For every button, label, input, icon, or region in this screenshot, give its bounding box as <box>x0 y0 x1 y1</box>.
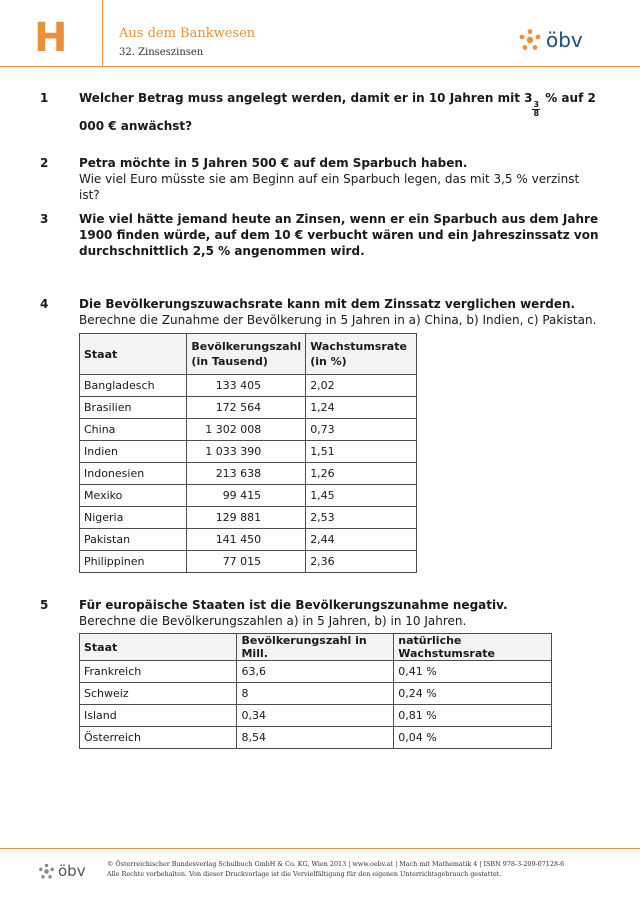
table-row <box>80 507 417 529</box>
table-row <box>80 375 417 397</box>
chapter-letter: H <box>34 15 68 61</box>
publisher-name: öbv <box>546 28 583 52</box>
cell-population: 77 015 <box>187 551 306 573</box>
task-instruction: Wie viel Euro müsste sie am Beginn auf ein Sparbuch legen, das mit 3,5 % verzinst ist? <box>79 172 580 202</box>
table-row <box>80 727 552 749</box>
task-question: Petra möchte in 5 Jahren 500 € auf dem Sparbuch haben. <box>79 156 468 170</box>
column-header: Staat <box>80 334 187 375</box>
cell-rate: 0,73 <box>306 419 417 441</box>
cell-country: China <box>80 419 187 441</box>
cell-population: 1 302 008 <box>187 419 306 441</box>
cell-population: 99 415 <box>187 485 306 507</box>
cell-population: 133 405 <box>187 375 306 397</box>
cell-country: Island <box>80 705 237 727</box>
column-header: Bevölkerungszahl (in Tausend) <box>187 334 306 375</box>
table-row <box>80 551 417 573</box>
footer-publisher-name: öbv <box>58 862 86 880</box>
task-number: 4 <box>40 297 49 311</box>
cell-country: Pakistan <box>80 529 187 551</box>
table-row <box>80 485 417 507</box>
cell-rate: 2,53 <box>306 507 417 529</box>
cell-country: Indonesien <box>80 463 187 485</box>
task-number: 3 <box>40 212 49 226</box>
table-row <box>80 661 552 683</box>
table-header-row <box>80 634 552 661</box>
table-row <box>80 397 417 419</box>
cell-country: Österreich <box>80 727 237 749</box>
cell-country: Indien <box>80 441 187 463</box>
fraction-numerator: 3 <box>533 100 540 109</box>
copyright-line: © Österreichischer Bundesverlag Schulbuch GmbH & Co. KG, Wien 2013 | www.oebv.at | Mach mit Mathematik 4 | ISBN 978-3-209-07128-6 <box>107 860 565 868</box>
cell-rate: 0,24 % <box>394 683 552 705</box>
cell-rate: 0,41 % <box>394 661 552 683</box>
table-row <box>80 441 417 463</box>
table-row <box>80 529 417 551</box>
cell-population: 8,54 <box>237 727 394 749</box>
star-logo-icon <box>518 28 542 52</box>
cell-country: Nigeria <box>80 507 187 529</box>
task-number: 1 <box>40 91 49 105</box>
footer-logo <box>38 862 86 880</box>
cell-country: Brasilien <box>80 397 187 419</box>
fraction-denominator: 8 <box>533 109 540 118</box>
cell-rate: 1,51 <box>306 441 417 463</box>
task-number: 5 <box>40 598 49 612</box>
cell-rate: 0,04 % <box>394 727 552 749</box>
question-text-end: % auf 2 000 € anwächst? <box>79 91 596 133</box>
task-instruction: Berechne die Zunahme der Bevölkerung in 5 Jahren in a) China, b) Indien, c) Pakistan. <box>79 313 597 327</box>
column-header: Bevölkerungszahl in Mill. <box>237 634 394 661</box>
table-header-row <box>80 334 417 375</box>
cell-country: Frankreich <box>80 661 237 683</box>
column-header: natürliche Wachstumsrate <box>394 634 552 661</box>
cell-country: Bangladesch <box>80 375 187 397</box>
table-row <box>80 705 552 727</box>
fraction <box>532 101 540 118</box>
cell-rate: 1,26 <box>306 463 417 485</box>
cell-population: 129 881 <box>187 507 306 529</box>
cell-rate: 2,44 <box>306 529 417 551</box>
task-question <box>79 90 599 134</box>
task-instruction: Berechne die Bevölkerungszahlen a) in 5 Jahren, b) in 10 Jahren. <box>79 614 467 628</box>
task-question: Für europäische Staaten ist die Bevölkerungszunahme negativ. <box>79 598 508 612</box>
task-question: Wie viel hätte jemand heute an Zinsen, wenn er ein Sparbuch aus dem Jahre 1900 finden würde, auf dem 10 € verbucht wären und ein Jahreszinssatz von durchschnittlich 2,5 % angenommen wird. <box>79 212 599 258</box>
table-row <box>80 683 552 705</box>
cell-population: 213 638 <box>187 463 306 485</box>
cell-rate: 0,81 % <box>394 705 552 727</box>
cell-population: 63,6 <box>237 661 394 683</box>
footer-copyright <box>107 859 607 879</box>
table-row <box>80 463 417 485</box>
rights-line: Alle Rechte vorbehalten. Von dieser Druckvorlage ist die Vervielfältigung für den eigenen Unterrichtsgebrauch gestattet. <box>107 870 502 878</box>
header-divider <box>0 66 640 67</box>
population-growth-table <box>79 333 417 573</box>
task-question: Die Bevölkerungszuwachsrate kann mit dem Zinssatz verglichen werden. <box>79 297 576 311</box>
cell-rate: 1,45 <box>306 485 417 507</box>
publisher-logo <box>518 28 583 52</box>
task-number: 2 <box>40 156 49 170</box>
cell-population: 172 564 <box>187 397 306 419</box>
footer-divider <box>0 848 640 849</box>
column-header: Staat <box>80 634 237 661</box>
star-logo-icon <box>38 863 55 880</box>
header-divider-vertical <box>102 0 103 66</box>
cell-population: 141 450 <box>187 529 306 551</box>
cell-rate: 2,02 <box>306 375 417 397</box>
cell-rate: 1,24 <box>306 397 417 419</box>
table-row <box>80 419 417 441</box>
cell-population: 8 <box>237 683 394 705</box>
cell-rate: 2,36 <box>306 551 417 573</box>
section-title: 32. Zinseszinsen <box>119 47 204 58</box>
question-text-start: Welcher Betrag muss angelegt werden, damit er in 10 Jahren mit 3 <box>79 91 533 105</box>
chapter-title: Aus dem Bankwesen <box>119 26 256 41</box>
cell-country: Schweiz <box>80 683 237 705</box>
column-header: Wachstumsrate (in %) <box>306 334 417 375</box>
cell-country: Philippinen <box>80 551 187 573</box>
cell-population: 1 033 390 <box>187 441 306 463</box>
europe-population-table <box>79 633 552 749</box>
cell-country: Mexiko <box>80 485 187 507</box>
cell-population: 0,34 <box>237 705 394 727</box>
